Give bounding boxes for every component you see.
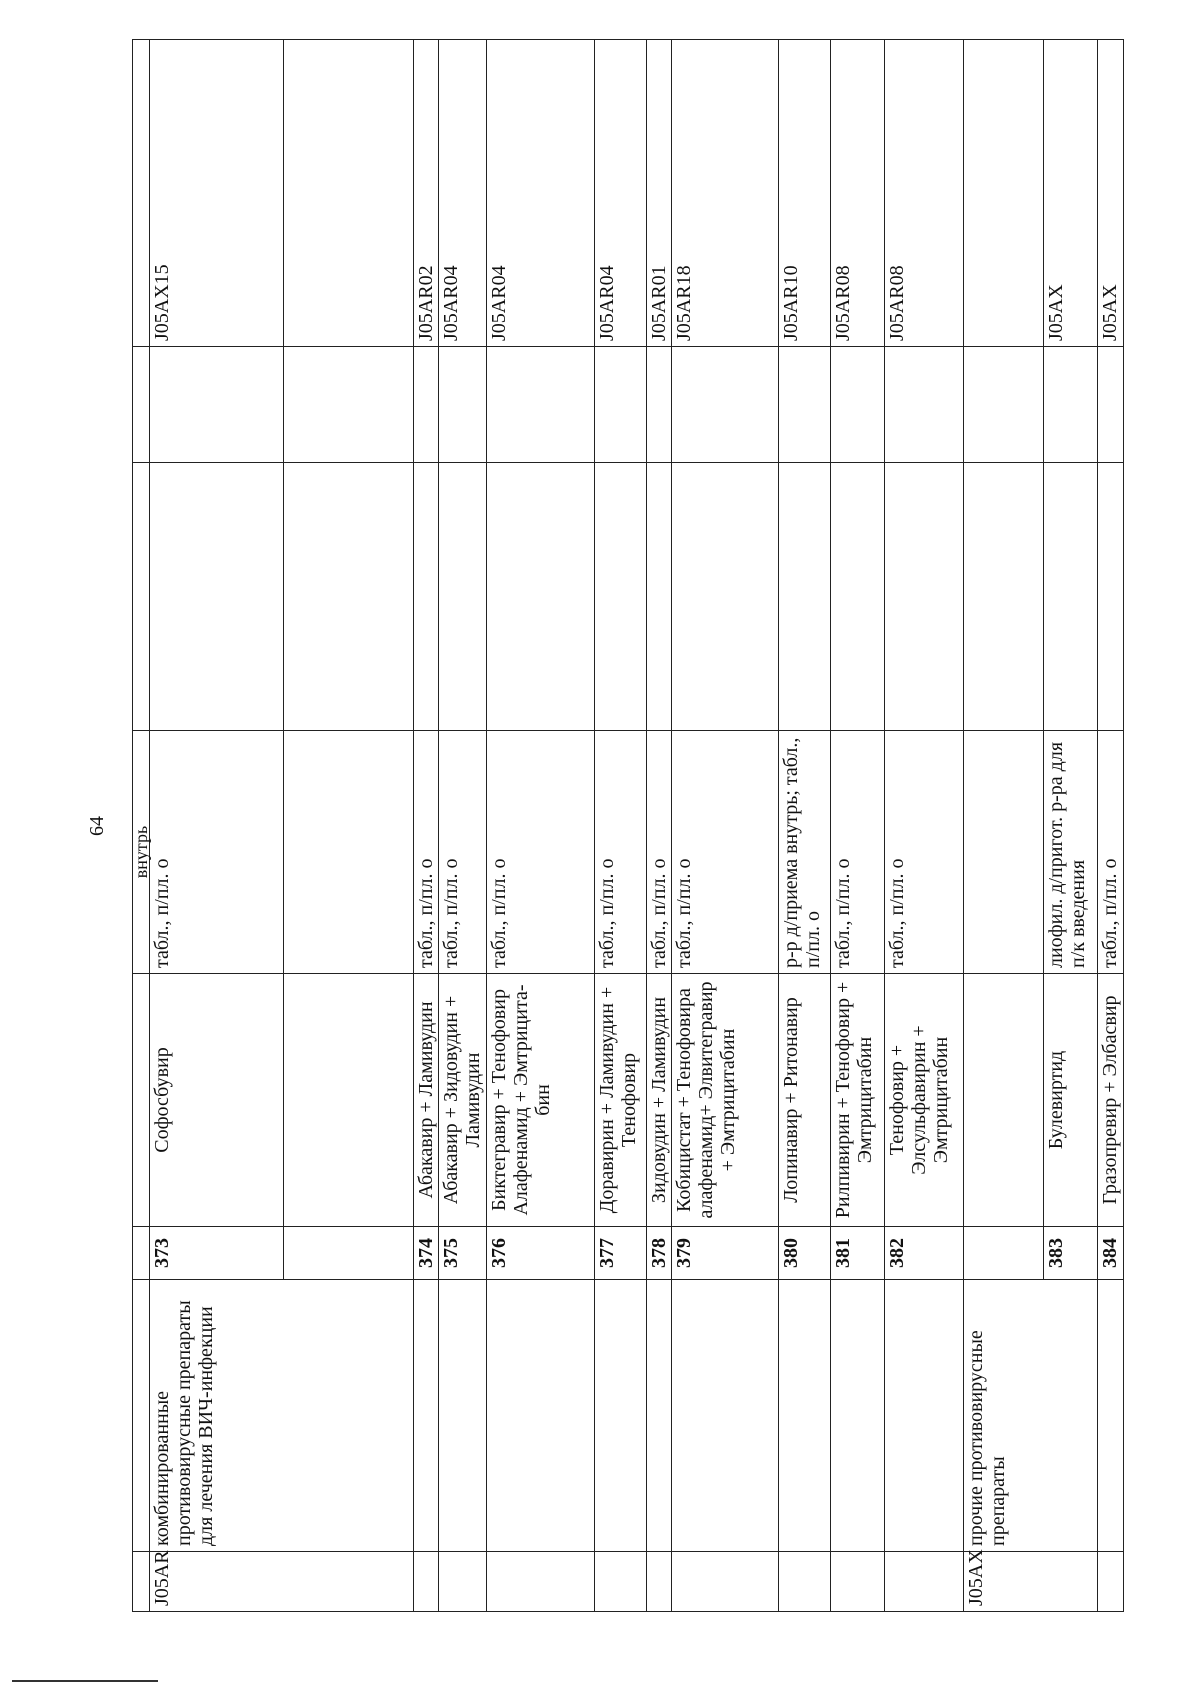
row-number-cell: 375: [439, 1227, 487, 1280]
form-cell: табл., п/пл. о: [647, 731, 672, 974]
drug-name-cell: Булевиртид: [1044, 974, 1098, 1227]
table-row: [647, 40, 672, 1612]
group-name-cell: комбинированные противовирусные препараты для лечения ВИЧ-инфекции: [150, 1280, 414, 1552]
table-row: [439, 40, 487, 1612]
form-cell: лиофил. д/пригот. р-ра для п/к введения: [1044, 731, 1098, 974]
group-code-cell: J05AX: [964, 1552, 1098, 1612]
row-number-cell: 383: [1044, 1227, 1098, 1280]
row-number-cell: 373: [150, 1227, 284, 1280]
atc-code-cell: J05AX: [1044, 40, 1098, 347]
route-cell: внутрь: [133, 731, 150, 974]
footnote-divider: [12, 1680, 158, 1682]
page-number: 64: [86, 816, 108, 836]
atc-code-cell: J05AR04: [439, 40, 487, 347]
drug-name-cell: Биктегравир + Тенофовир Алафенамид + Эмтрицита-бин: [487, 974, 595, 1227]
atc-code-cell: J05AR04: [595, 40, 647, 347]
form-cell: табл., п/пл. о: [150, 731, 284, 974]
form-cell: табл., п/пл. о: [672, 731, 779, 974]
drug-name-cell: Абакавир + Ламивудин: [414, 974, 439, 1227]
form-cell: табл., п/пл. о: [595, 731, 647, 974]
atc-code-cell: J05AX: [1098, 40, 1124, 347]
drug-name-cell: Рилпивирин + Тенофовир + Эмтрицитабин: [831, 974, 885, 1227]
row-number-cell: 377: [595, 1227, 647, 1280]
atc-code-cell: J05AR04: [487, 40, 595, 347]
table-row: [133, 40, 150, 1612]
drug-name-cell: Кобицистат + Тенофовира алафенамид+ Элвитегравир + Эмтрицитабин: [672, 974, 779, 1227]
form-cell: табл., п/пл. о: [831, 731, 885, 974]
drug-name-cell: Абакавир + Зидовудин + Ламивудин: [439, 974, 487, 1227]
row-number-cell: 374: [414, 1227, 439, 1280]
atc-code-cell: J05AR08: [885, 40, 964, 347]
drug-name-cell: Тенофовир + Элсульфавирин + Эмтрицитабин: [885, 974, 964, 1227]
drug-name-cell: Доравирин + Ламивудин + Тенофовир: [595, 974, 647, 1227]
table-row: [831, 40, 885, 1612]
group-name-cell: прочие противовирусные препараты: [964, 1280, 1098, 1552]
table-row: [1098, 40, 1124, 1612]
row-number-cell: 376: [487, 1227, 595, 1280]
table-row: [150, 40, 284, 1612]
atc-code-cell: J05AR01: [647, 40, 672, 347]
table-row: [672, 40, 779, 1612]
drug-name-cell: Софосбувир: [150, 974, 284, 1227]
atc-code-cell: J05AR10: [779, 40, 831, 347]
row-number-cell: 379: [672, 1227, 779, 1280]
row-number-cell: 382: [885, 1227, 964, 1280]
form-cell: табл., п/пл. о: [414, 731, 439, 974]
table-row: [964, 40, 1044, 1612]
atc-code-cell: J05AR02: [414, 40, 439, 347]
table-row: [414, 40, 439, 1612]
table-row: [487, 40, 595, 1612]
form-cell: табл., п/пл. о: [1098, 731, 1124, 974]
table-row: [595, 40, 647, 1612]
table-row: [779, 40, 831, 1612]
rotated-table-container: [131, 40, 1121, 1612]
table-row: [885, 40, 964, 1612]
row-number-cell: 384: [1098, 1227, 1124, 1280]
form-cell: табл., п/пл. о: [885, 731, 964, 974]
row-number-cell: 380: [779, 1227, 831, 1280]
row-number-cell: 381: [831, 1227, 885, 1280]
atc-code-cell: J05AR08: [831, 40, 885, 347]
group-code-cell: J05AR: [150, 1552, 414, 1612]
drug-table: [132, 39, 1124, 1612]
drug-name-cell: Зидовудин + Ламивудин: [647, 974, 672, 1227]
atc-code-cell: J05AX15: [150, 40, 284, 347]
form-cell: р-р д/приема внутрь; табл., п/пл. о: [779, 731, 831, 974]
row-number-cell: 378: [647, 1227, 672, 1280]
form-cell: табл., п/пл. о: [439, 731, 487, 974]
drug-name-cell: Гразопревир + Элбасвир: [1098, 974, 1124, 1227]
drug-name-cell: Лопинавир + Ритонавир: [779, 974, 831, 1227]
atc-code-cell: J05AR18: [672, 40, 779, 347]
form-cell: табл., п/пл. о: [487, 731, 595, 974]
